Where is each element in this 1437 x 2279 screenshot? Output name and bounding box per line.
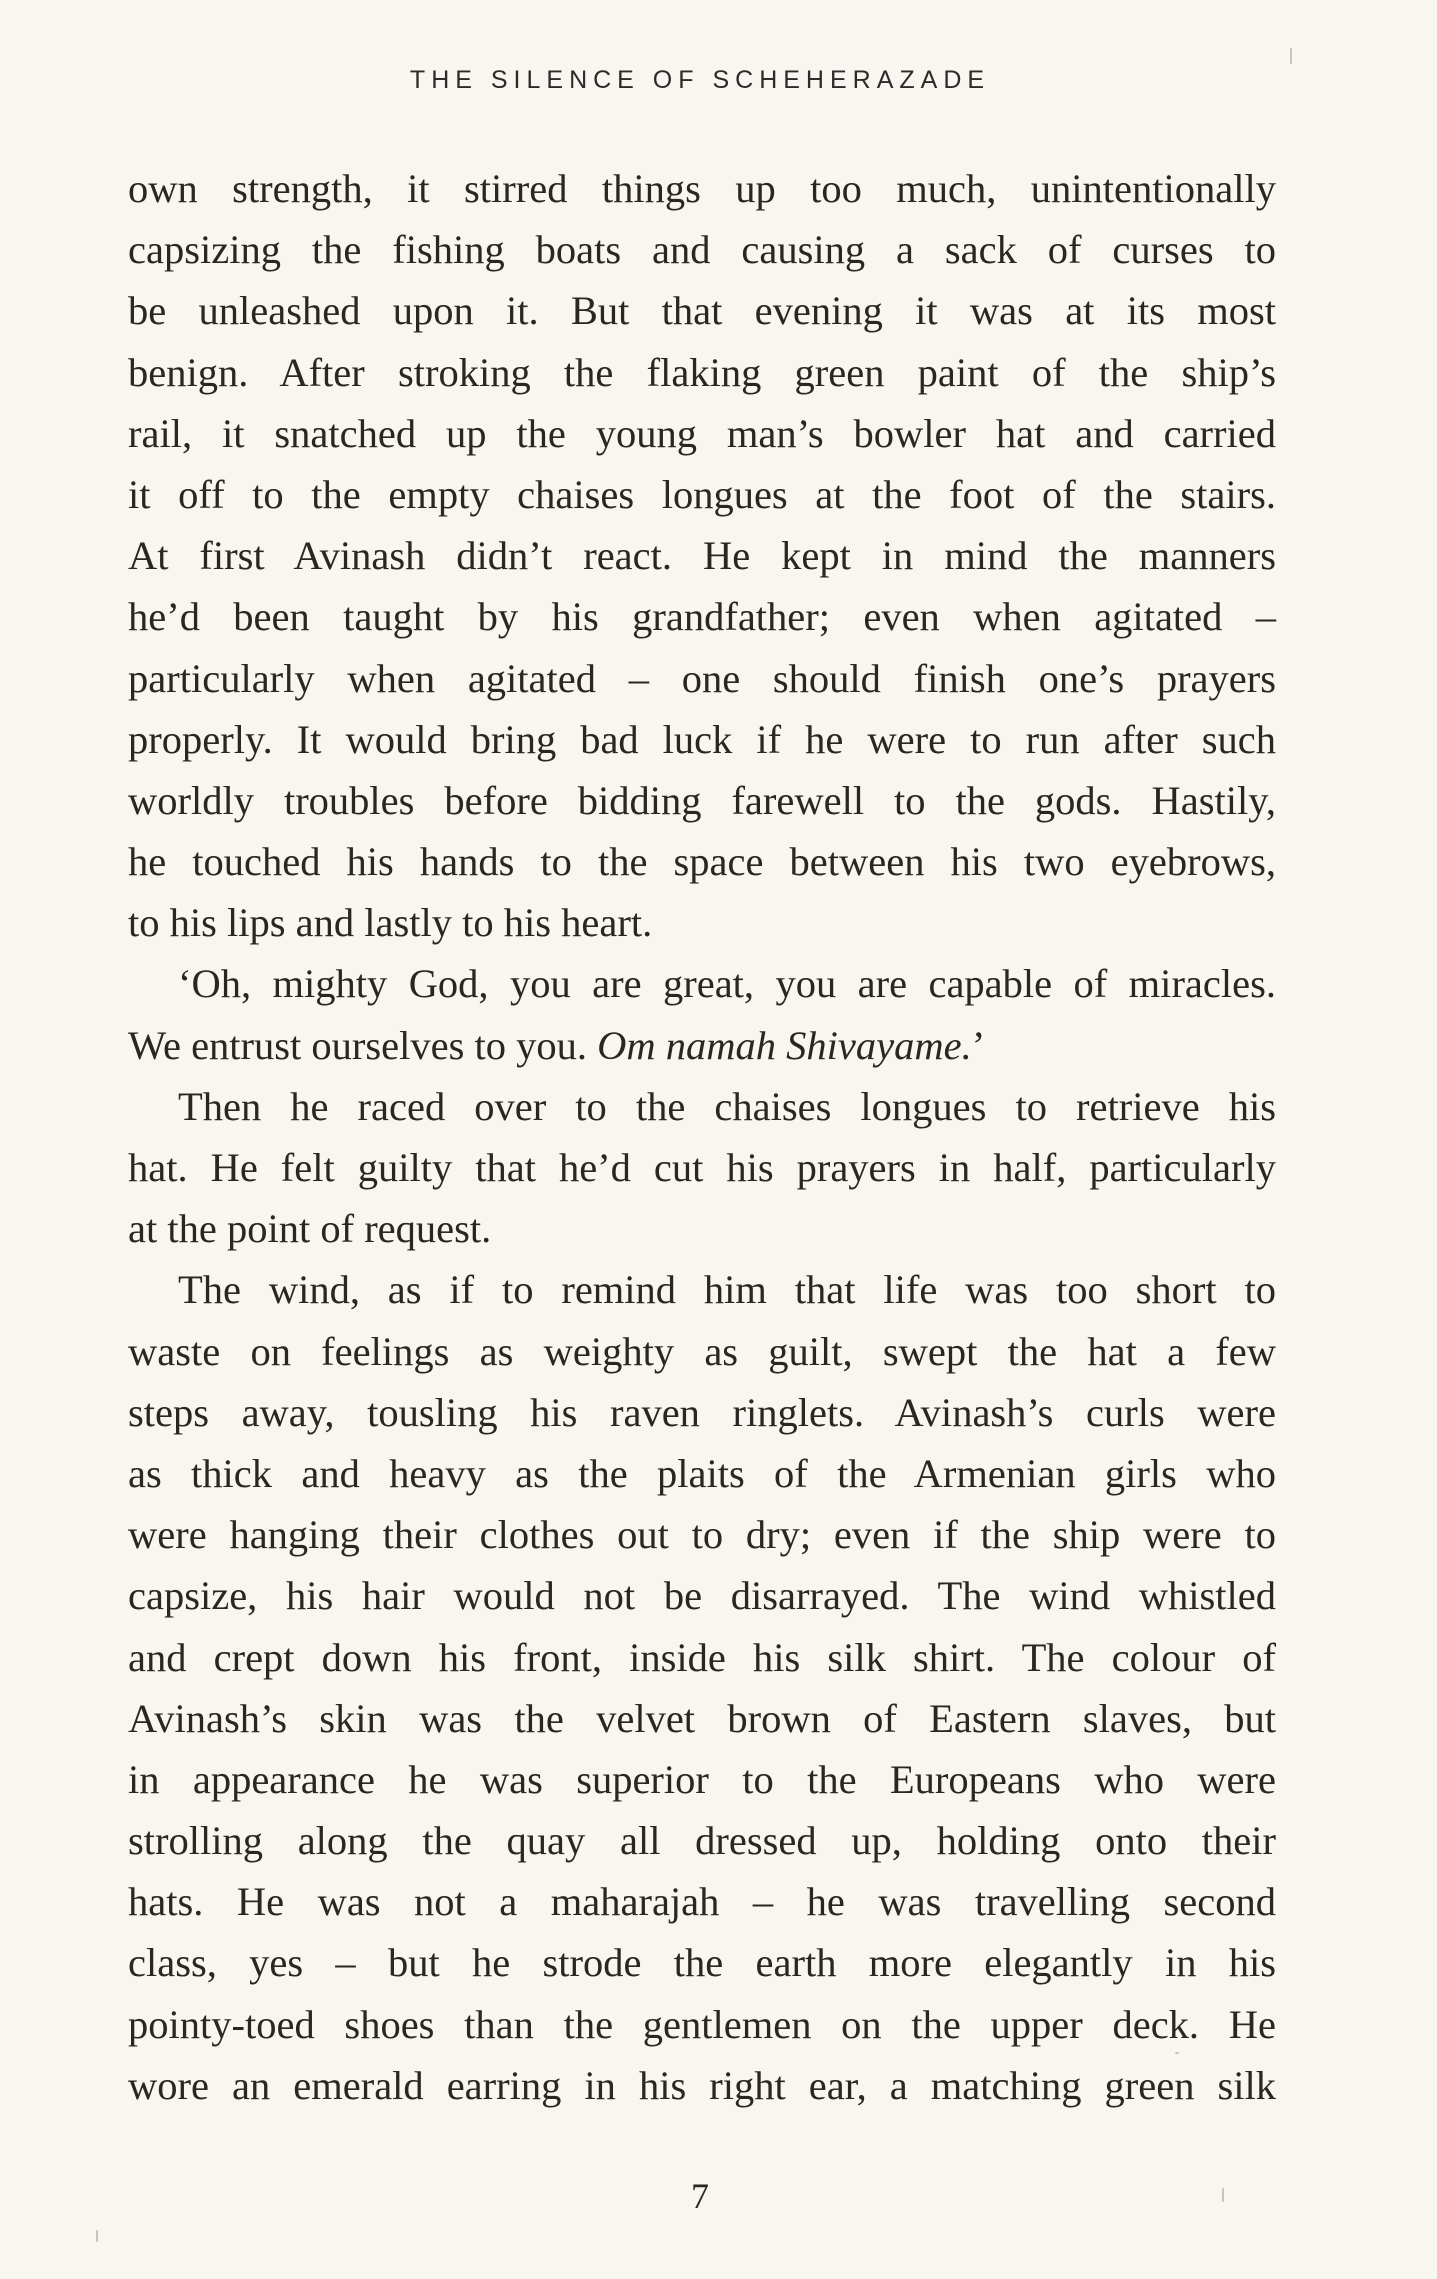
text-line: he touched his hands to the space between his two eyebrows, xyxy=(128,839,1276,885)
text-line: hats. He was not a maharajah – he was travelling second xyxy=(128,1879,1276,1925)
text-line: strolling along the quay all dressed up, holding onto their xyxy=(128,1818,1276,1864)
text-line: properly. It would bring bad luck if he were to run after such xyxy=(128,716,1276,762)
paper-speck xyxy=(1290,48,1292,64)
text-line: wore an emerald earring in his right ear, a matching green silk xyxy=(128,2062,1276,2108)
text-line: as thick and heavy as the plaits of the Armenian girls who xyxy=(128,1450,1276,1496)
text-line: and crept down his front, inside his silk shirt. The colour of xyxy=(128,1634,1276,1680)
text-line: At first Avinash didn’t react. He kept in mind the manners xyxy=(128,533,1276,579)
text-line: particularly when agitated – one should finish one’s prayers xyxy=(128,655,1276,701)
text-line: benign. After stroking the flaking green paint of the ship’s xyxy=(128,349,1276,395)
text-line: steps away, tousling his raven ringlets. Avinash’s curls were xyxy=(128,1389,1276,1435)
text-line: be unleashed upon it. But that evening it was at its most xyxy=(128,288,1276,334)
text-line: own strength, it stirred things up too much, unintentionally xyxy=(128,166,1276,211)
paper-speck xyxy=(1175,2052,1179,2054)
text-line: class, yes – but he strode the earth more elegantly in his xyxy=(128,1940,1276,1986)
text-line: hat. He felt guilty that he’d cut his prayers in half, particularly xyxy=(128,1145,1276,1190)
text-line: Avinash’s skin was the velvet brown of Eastern slaves, but xyxy=(128,1695,1276,1741)
closing-quote: ’ xyxy=(971,1022,986,1068)
running-header: THE SILENCE OF SCHEHERAZADE xyxy=(409,66,991,94)
text-line: he’d been taught by his grandfather; even when agitated – xyxy=(128,594,1276,640)
body-text xyxy=(128,158,1276,2116)
page-number: 7 xyxy=(691,2176,709,2216)
text-line: Then he raced over to the chaises longues to retrieve his xyxy=(178,1083,1276,1129)
text-line: ‘Oh, mighty God, you are great, you are capable of miracles. xyxy=(178,961,1276,1007)
text-line: rail, it snatched up the young man’s bowler hat and carried xyxy=(128,410,1276,456)
text-line: waste on feelings as weighty as guilt, swept the hat a few xyxy=(128,1328,1276,1374)
text-line: at the point of request. xyxy=(128,1206,492,1252)
text-line: to his lips and lastly to his heart. xyxy=(128,900,653,946)
text-line: worldly troubles before bidding farewell to the gods. Hastily, xyxy=(128,777,1276,823)
text-line-with-italic xyxy=(128,1015,1276,1076)
paper-speck xyxy=(1222,2188,1224,2202)
text-line: The wind, as if to remind him that life was too short to xyxy=(178,1267,1276,1313)
text-line: capsize, his hair would not be disarrayed. The wind whistled xyxy=(128,1573,1276,1619)
text-segment: We entrust ourselves to you. xyxy=(128,1022,598,1068)
text-line: capsizing the fishing boats and causing a sack of curses to xyxy=(128,227,1276,273)
italic-mantra: Om namah Shivayame. xyxy=(597,1022,972,1068)
text-line: it off to the empty chaises longues at the foot of the stairs. xyxy=(128,471,1276,517)
text-line: in appearance he was superior to the Europeans who were xyxy=(128,1756,1276,1802)
text-line: pointy-toed shoes than the gentlemen on the upper deck. He xyxy=(128,2001,1276,2047)
text-line: were hanging their clothes out to dry; even if the ship were to xyxy=(128,1512,1276,1558)
paper-speck xyxy=(96,2230,98,2242)
